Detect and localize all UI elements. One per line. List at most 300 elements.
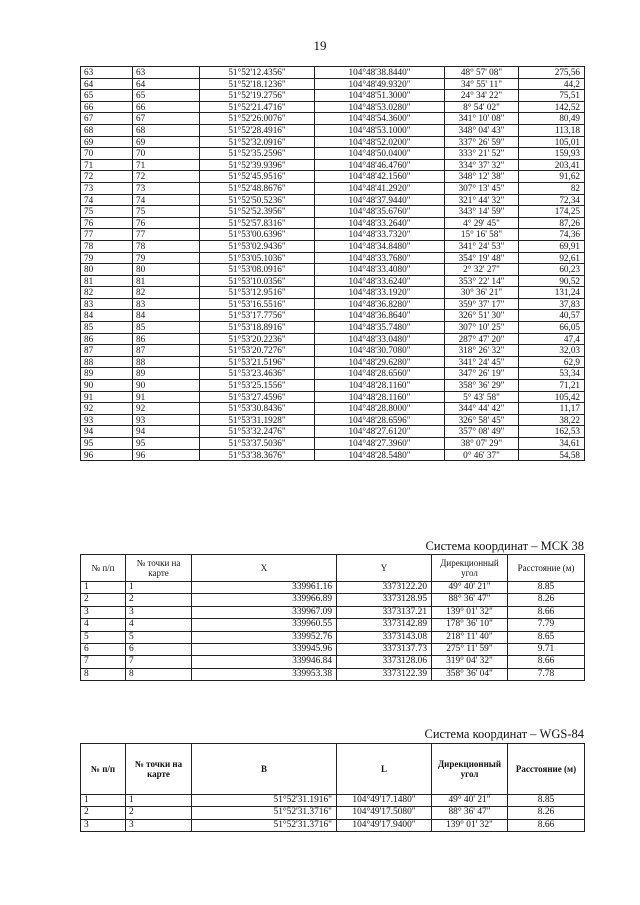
distance-cell: 90,52 <box>519 275 585 287</box>
coord-2-cell: 104°48'53.0280" <box>315 101 445 113</box>
row-number-cell: 64 <box>81 78 133 90</box>
row-number-cell: 71 <box>81 159 133 171</box>
table-row <box>81 310 585 322</box>
coord-2-cell: 104°48'42.1560" <box>315 171 445 183</box>
header-y: Y <box>337 555 432 582</box>
coord-1-cell: 339952.76 <box>192 631 337 643</box>
coord-2-cell: 104°48'28.5480" <box>315 449 445 461</box>
row-number-cell: 7 <box>81 656 126 668</box>
point-number-cell: 91 <box>133 391 200 403</box>
row-number-cell: 85 <box>81 322 133 334</box>
point-number-cell: 81 <box>133 275 200 287</box>
coord-2-cell: 104°48'29.6280" <box>315 356 445 368</box>
table-row <box>81 298 585 310</box>
coord-1-cell: 51°52'26.0076" <box>200 113 315 125</box>
coord-2-cell: 3373137.73 <box>337 644 432 656</box>
row-number-cell: 1 <box>81 582 126 594</box>
direction-angle-cell: 358° 36' 04" <box>432 668 508 680</box>
coord-2-cell: 104°48'41.2920" <box>315 182 445 194</box>
direction-angle-cell: 334° 37' 32" <box>445 159 519 171</box>
direction-angle-cell: 15° 16' 58" <box>445 229 519 241</box>
coord-2-cell: 104°48'50.0400" <box>315 148 445 160</box>
point-number-cell: 87 <box>133 345 200 357</box>
distance-cell: 60,23 <box>519 264 585 276</box>
distance-cell: 80,49 <box>519 113 585 125</box>
distance-cell: 174,25 <box>519 206 585 218</box>
table-row <box>81 345 585 357</box>
table-row <box>81 619 585 631</box>
distance-cell: 32,03 <box>519 345 585 357</box>
row-number-cell: 68 <box>81 124 133 136</box>
direction-angle-cell: 341° 10' 08" <box>445 113 519 125</box>
distance-cell: 162,53 <box>519 426 585 438</box>
table-row <box>81 194 585 206</box>
coord-2-cell: 104°48'30.7080" <box>315 345 445 357</box>
coord-2-cell: 104°48'49.9320" <box>315 78 445 90</box>
table-row <box>81 322 585 334</box>
row-number-cell: 73 <box>81 182 133 194</box>
distance-cell: 91,62 <box>519 171 585 183</box>
direction-angle-cell: 4° 29' 45" <box>445 217 519 229</box>
table-row <box>81 240 585 252</box>
point-number-cell: 71 <box>133 159 200 171</box>
page-number: 19 <box>313 38 327 53</box>
coord-2-cell: 104°48'33.2640" <box>315 217 445 229</box>
row-number-cell: 1 <box>81 795 126 807</box>
distance-cell: 105,01 <box>519 136 585 148</box>
point-number-cell: 94 <box>133 426 200 438</box>
table-header-row <box>81 744 585 795</box>
coord-1-cell: 51°53'10.0356" <box>200 275 315 287</box>
table-row <box>81 606 585 618</box>
coord-2-cell: 104°48'33.4080" <box>315 264 445 276</box>
point-number-cell: 1 <box>126 582 192 594</box>
coord-2-cell: 104°48'37.9440" <box>315 194 445 206</box>
direction-angle-cell: 341° 24' 45" <box>445 356 519 368</box>
header-l: L <box>337 744 432 795</box>
point-number-cell: 86 <box>133 333 200 345</box>
table-row <box>81 287 585 299</box>
table-row <box>81 264 585 276</box>
coord-1-cell: 51°53'31.1928" <box>200 414 315 426</box>
table-row <box>81 217 585 229</box>
distance-cell: 62,9 <box>519 356 585 368</box>
distance-cell: 203,41 <box>519 159 585 171</box>
coord-1-cell: 339946.84 <box>192 656 337 668</box>
coord-1-cell: 51°53'00.6396" <box>200 229 315 241</box>
coord-1-cell: 339945.96 <box>192 644 337 656</box>
table-row <box>81 136 585 148</box>
point-number-cell: 4 <box>126 619 192 631</box>
point-number-cell: 6 <box>126 644 192 656</box>
row-number-cell: 88 <box>81 356 133 368</box>
point-number-cell: 8 <box>126 668 192 680</box>
point-number-cell: 64 <box>133 78 200 90</box>
direction-angle-cell: 88° 36' 47" <box>432 594 508 606</box>
coord-2-cell: 104°48'34.8480" <box>315 240 445 252</box>
table-row <box>81 438 585 450</box>
point-number-cell: 68 <box>133 124 200 136</box>
msk38-coordinates-table <box>80 554 585 681</box>
point-number-cell: 67 <box>133 113 200 125</box>
coord-1-cell: 51°52'28.4916" <box>200 124 315 136</box>
direction-angle-cell: 307° 10' 25" <box>445 322 519 334</box>
direction-angle-cell: 5° 43' 58" <box>445 391 519 403</box>
distance-cell: 8.85 <box>508 795 585 807</box>
coord-1-cell: 51°52'31.3716" <box>192 819 337 831</box>
point-number-cell: 95 <box>133 438 200 450</box>
distance-cell: 66,05 <box>519 322 585 334</box>
coord-1-cell: 51°53'38.3676" <box>200 449 315 461</box>
row-number-cell: 5 <box>81 631 126 643</box>
distance-cell: 92,61 <box>519 252 585 264</box>
coord-1-cell: 51°52'57.8316" <box>200 217 315 229</box>
direction-angle-cell: 24° 34' 22" <box>445 90 519 102</box>
direction-angle-cell: 358° 36' 29" <box>445 380 519 392</box>
row-number-cell: 89 <box>81 368 133 380</box>
coord-1-cell: 51°52'31.1916" <box>192 795 337 807</box>
direction-angle-cell: 49° 40' 21" <box>432 795 508 807</box>
coord-1-cell: 51°53'18.8916" <box>200 322 315 334</box>
point-number-cell: 66 <box>133 101 200 113</box>
distance-cell: 72,34 <box>519 194 585 206</box>
point-number-cell: 82 <box>133 287 200 299</box>
coord-2-cell: 104°48'35.6760" <box>315 206 445 218</box>
coord-1-cell: 51°53'37.5036" <box>200 438 315 450</box>
coord-1-cell: 339967.09 <box>192 606 337 618</box>
distance-cell: 113,18 <box>519 124 585 136</box>
point-number-cell: 93 <box>133 414 200 426</box>
coord-2-cell: 104°48'28.6596" <box>315 414 445 426</box>
coord-1-cell: 51°52'12.4356" <box>200 67 315 79</box>
distance-cell: 87,26 <box>519 217 585 229</box>
distance-cell: 8.26 <box>508 594 585 606</box>
coord-1-cell: 51°52'31.3716" <box>192 807 337 819</box>
header-x: X <box>192 555 337 582</box>
coord-2-cell: 104°48'28.6560" <box>315 368 445 380</box>
coord-1-cell: 51°53'32.2476" <box>200 426 315 438</box>
coord-2-cell: 3373143.08 <box>337 631 432 643</box>
direction-angle-cell: 359° 37' 17" <box>445 298 519 310</box>
table-row <box>81 90 585 102</box>
row-number-cell: 79 <box>81 252 133 264</box>
table-row <box>81 333 585 345</box>
coord-1-cell: 51°52'18.1236" <box>200 78 315 90</box>
coord-2-cell: 104°49'17.5080" <box>337 807 432 819</box>
table-row <box>81 101 585 113</box>
distance-cell: 34,61 <box>519 438 585 450</box>
row-number-cell: 69 <box>81 136 133 148</box>
header-b: B <box>192 744 337 795</box>
header-row-number: № п/п <box>81 555 126 582</box>
coord-1-cell: 339961.16 <box>192 582 337 594</box>
coord-1-cell: 51°52'19.2756" <box>200 90 315 102</box>
direction-angle-cell: 353° 22' 14" <box>445 275 519 287</box>
distance-cell: 75,51 <box>519 90 585 102</box>
coord-2-cell: 104°49'17.1480" <box>337 795 432 807</box>
point-number-cell: 3 <box>126 819 192 831</box>
direction-angle-cell: 337° 26' 59" <box>445 136 519 148</box>
distance-cell: 38,22 <box>519 414 585 426</box>
coord-1-cell: 51°53'02.9436" <box>200 240 315 252</box>
point-number-cell: 90 <box>133 380 200 392</box>
distance-cell: 37,83 <box>519 298 585 310</box>
row-number-cell: 65 <box>81 90 133 102</box>
table-row <box>81 414 585 426</box>
row-number-cell: 82 <box>81 287 133 299</box>
point-number-cell: 1 <box>126 795 192 807</box>
point-number-cell: 83 <box>133 298 200 310</box>
table-row <box>81 275 585 287</box>
row-number-cell: 83 <box>81 298 133 310</box>
table-row <box>81 159 585 171</box>
direction-angle-cell: 34° 55' 11" <box>445 78 519 90</box>
header-direction-angle: Дирекционный угол <box>432 555 508 582</box>
point-number-cell: 88 <box>133 356 200 368</box>
header-direction-angle: Дирекционный угол <box>432 744 508 795</box>
coord-1-cell: 51°53'16.5516" <box>200 298 315 310</box>
point-number-cell: 78 <box>133 240 200 252</box>
coord-2-cell: 104°48'28.8000" <box>315 403 445 415</box>
row-number-cell: 8 <box>81 668 126 680</box>
coord-2-cell: 104°48'38.8440" <box>315 67 445 79</box>
coord-2-cell: 104°48'28.1160" <box>315 380 445 392</box>
row-number-cell: 75 <box>81 206 133 218</box>
row-number-cell: 63 <box>81 67 133 79</box>
coord-2-cell: 104°48'35.7480" <box>315 322 445 334</box>
direction-angle-cell: 139° 01' 32" <box>432 606 508 618</box>
point-number-cell: 72 <box>133 171 200 183</box>
table-row <box>81 656 585 668</box>
coord-2-cell: 104°48'36.8640" <box>315 310 445 322</box>
distance-cell: 8.66 <box>508 656 585 668</box>
point-number-cell: 63 <box>133 67 200 79</box>
distance-cell: 47,4 <box>519 333 585 345</box>
table-row <box>81 403 585 415</box>
distance-cell: 8.85 <box>508 582 585 594</box>
direction-angle-cell: 307° 13' 45" <box>445 182 519 194</box>
distance-cell: 69,91 <box>519 240 585 252</box>
row-number-cell: 94 <box>81 426 133 438</box>
coord-1-cell: 51°53'12.9516" <box>200 287 315 299</box>
row-number-cell: 70 <box>81 148 133 160</box>
distance-cell: 74,36 <box>519 229 585 241</box>
table-row <box>81 582 585 594</box>
coord-1-cell: 339966.89 <box>192 594 337 606</box>
point-number-cell: 84 <box>133 310 200 322</box>
distance-cell: 11,17 <box>519 403 585 415</box>
direction-angle-cell: 357° 08' 49" <box>445 426 519 438</box>
coord-1-cell: 339953.38 <box>192 668 337 680</box>
distance-cell: 105,42 <box>519 391 585 403</box>
table-row <box>81 449 585 461</box>
table-row <box>81 795 585 807</box>
coord-1-cell: 51°53'20.2236" <box>200 333 315 345</box>
distance-cell: 8.66 <box>508 819 585 831</box>
direction-angle-cell: 38° 07' 29" <box>445 438 519 450</box>
table-row <box>81 356 585 368</box>
distance-cell: 8.66 <box>508 606 585 618</box>
coord-1-cell: 51°52'52.3956" <box>200 206 315 218</box>
row-number-cell: 84 <box>81 310 133 322</box>
header-point-number: № точки на карте <box>126 555 192 582</box>
distance-cell: 7.78 <box>508 668 585 680</box>
wgs84-coordinates-table <box>80 743 585 832</box>
coord-1-cell: 51°52'35.2596" <box>200 148 315 160</box>
distance-cell: 82 <box>519 182 585 194</box>
point-number-cell: 85 <box>133 322 200 334</box>
direction-angle-cell: 178° 36' 10" <box>432 619 508 631</box>
point-number-cell: 2 <box>126 594 192 606</box>
point-number-cell: 75 <box>133 206 200 218</box>
table-row <box>81 594 585 606</box>
msk38-table-title: Система координат – МСК 38 <box>425 539 584 553</box>
distance-cell: 275,56 <box>519 67 585 79</box>
point-number-cell: 89 <box>133 368 200 380</box>
direction-angle-cell: 139° 01' 32" <box>432 819 508 831</box>
row-number-cell: 74 <box>81 194 133 206</box>
direction-angle-cell: 275° 11' 59" <box>432 644 508 656</box>
direction-angle-cell: 88° 36' 47" <box>432 807 508 819</box>
direction-angle-cell: 2° 32' 27" <box>445 264 519 276</box>
distance-cell: 142,52 <box>519 101 585 113</box>
direction-angle-cell: 8° 54' 02" <box>445 101 519 113</box>
point-number-cell: 65 <box>133 90 200 102</box>
coord-1-cell: 51°53'25.1556" <box>200 380 315 392</box>
table-row <box>81 182 585 194</box>
table-row <box>81 124 585 136</box>
header-row-number: № п/п <box>81 744 126 795</box>
coord-2-cell: 3373122.20 <box>337 582 432 594</box>
table-row <box>81 67 585 79</box>
row-number-cell: 90 <box>81 380 133 392</box>
coord-1-cell: 51°53'05.1036" <box>200 252 315 264</box>
table-row <box>81 252 585 264</box>
table-row <box>81 819 585 831</box>
point-number-cell: 96 <box>133 449 200 461</box>
coord-1-cell: 51°53'20.7276" <box>200 345 315 357</box>
coord-2-cell: 104°48'54.3600" <box>315 113 445 125</box>
row-number-cell: 77 <box>81 229 133 241</box>
coord-1-cell: 51°52'39.9396" <box>200 159 315 171</box>
distance-cell: 9.71 <box>508 644 585 656</box>
row-number-cell: 78 <box>81 240 133 252</box>
coord-2-cell: 104°48'36.8280" <box>315 298 445 310</box>
table-row <box>81 807 585 819</box>
point-number-cell: 70 <box>133 148 200 160</box>
point-number-cell: 92 <box>133 403 200 415</box>
direction-angle-cell: 348° 04' 43" <box>445 124 519 136</box>
table-row <box>81 206 585 218</box>
distance-cell: 53,34 <box>519 368 585 380</box>
row-number-cell: 93 <box>81 414 133 426</box>
row-number-cell: 72 <box>81 171 133 183</box>
row-number-cell: 96 <box>81 449 133 461</box>
header-distance: Расстояние (м) <box>508 744 585 795</box>
direction-angle-cell: 0° 46' 37" <box>445 449 519 461</box>
direction-angle-cell: 218° 11' 40" <box>432 631 508 643</box>
point-number-cell: 69 <box>133 136 200 148</box>
table-row <box>81 229 585 241</box>
coord-1-cell: 51°52'45.9516" <box>200 171 315 183</box>
point-number-cell: 79 <box>133 252 200 264</box>
row-number-cell: 2 <box>81 594 126 606</box>
distance-cell: 159,93 <box>519 148 585 160</box>
distance-cell: 71,21 <box>519 380 585 392</box>
coord-2-cell: 104°48'27.3960" <box>315 438 445 450</box>
row-number-cell: 80 <box>81 264 133 276</box>
point-number-cell: 73 <box>133 182 200 194</box>
coord-2-cell: 104°48'33.0480" <box>315 333 445 345</box>
table-header-row <box>81 555 585 582</box>
coord-1-cell: 51°52'48.8676" <box>200 182 315 194</box>
row-number-cell: 67 <box>81 113 133 125</box>
coord-2-cell: 3373128.06 <box>337 656 432 668</box>
coord-2-cell: 104°48'46.4760" <box>315 159 445 171</box>
direction-angle-cell: 287° 47' 20" <box>445 333 519 345</box>
coord-2-cell: 104°48'33.7320" <box>315 229 445 241</box>
row-number-cell: 3 <box>81 819 126 831</box>
header-point-number: № точки на карте <box>126 744 192 795</box>
point-number-cell: 7 <box>126 656 192 668</box>
coord-1-cell: 51°53'27.4596" <box>200 391 315 403</box>
wgs84-table-title: Система координат – WGS-84 <box>424 727 584 741</box>
table-row <box>81 391 585 403</box>
direction-angle-cell: 354° 19' 48" <box>445 252 519 264</box>
table-row <box>81 148 585 160</box>
coord-1-cell: 51°52'21.4716" <box>200 101 315 113</box>
point-number-cell: 76 <box>133 217 200 229</box>
distance-cell: 54,58 <box>519 449 585 461</box>
coord-1-cell: 51°52'50.5236" <box>200 194 315 206</box>
table-row <box>81 380 585 392</box>
row-number-cell: 92 <box>81 403 133 415</box>
coord-2-cell: 104°48'33.1920" <box>315 287 445 299</box>
direction-angle-cell: 321° 44' 32" <box>445 194 519 206</box>
coord-2-cell: 104°48'51.3000" <box>315 90 445 102</box>
coord-1-cell: 339960.55 <box>192 619 337 631</box>
direction-angle-cell: 30° 36' 21" <box>445 287 519 299</box>
coordinates-table-continued <box>80 66 585 461</box>
coord-2-cell: 104°49'17.9400" <box>337 819 432 831</box>
point-number-cell: 5 <box>126 631 192 643</box>
direction-angle-cell: 49° 40' 21" <box>432 582 508 594</box>
coord-2-cell: 3373137.21 <box>337 606 432 618</box>
row-number-cell: 3 <box>81 606 126 618</box>
coord-1-cell: 51°53'17.7756" <box>200 310 315 322</box>
table-row <box>81 171 585 183</box>
point-number-cell: 2 <box>126 807 192 819</box>
row-number-cell: 66 <box>81 101 133 113</box>
direction-angle-cell: 343° 14' 59" <box>445 206 519 218</box>
point-number-cell: 74 <box>133 194 200 206</box>
row-number-cell: 6 <box>81 644 126 656</box>
direction-angle-cell: 326° 51' 30" <box>445 310 519 322</box>
direction-angle-cell: 326° 58' 45" <box>445 414 519 426</box>
distance-cell: 44,2 <box>519 78 585 90</box>
direction-angle-cell: 48° 57' 08" <box>445 67 519 79</box>
table-row <box>81 631 585 643</box>
row-number-cell: 87 <box>81 345 133 357</box>
coord-1-cell: 51°53'21.5196" <box>200 356 315 368</box>
coord-2-cell: 3373142.89 <box>337 619 432 631</box>
direction-angle-cell: 348° 12' 38" <box>445 171 519 183</box>
point-number-cell: 3 <box>126 606 192 618</box>
distance-cell: 40,57 <box>519 310 585 322</box>
distance-cell: 7.79 <box>508 619 585 631</box>
point-number-cell: 80 <box>133 264 200 276</box>
coord-2-cell: 104°48'53.1000" <box>315 124 445 136</box>
